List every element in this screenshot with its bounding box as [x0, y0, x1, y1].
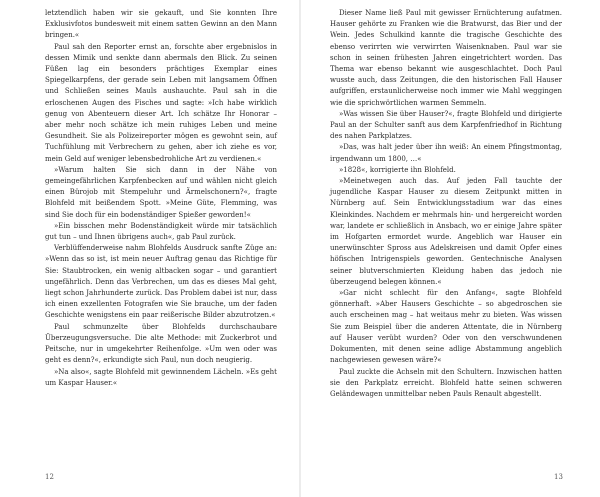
- paragraph: »1828«, korrigierte ihn Blohfeld.: [339, 165, 456, 174]
- paragraph: »Ein bisschen mehr Bodenständigkeit würde mir tatsächlich gut tun – und Ihnen übrigens auch«, gab Paul zurück.: [45, 221, 277, 242]
- paragraph: Paul zuckte die Achseln mit den Schultern. Inzwischen hatten sie den Parkplatz erreicht. Blohfeld hatte seinen schweren Geländewagen unmittelbar neben Pauls Renault abgestellt.: [330, 367, 562, 398]
- paragraph: Verblüffenderweise nahm Blohfelds Ausdruck sanfte Züge an: »Wenn das so ist, ist mein neuer Auftrag genau das Richtige für Sie: Staubtrocken, ein wenig altbacken sogar – und garantiert ungefährlich. Denn das Verbrechen, um das es dieses Mal geht, liegt schon Jahrhunderte zurück. Das Problem dabei ist nur, dass ich einen exzellenten Fotografen wie Sie brauche, um der faden Geschichte wenigstens ein paar reißerische Bilder abzutrotzen.«: [45, 244, 277, 320]
- page-number-left: 12: [45, 473, 54, 481]
- right-page-text: [330, 8, 562, 400]
- right-page: [300, 0, 600, 497]
- page-number-right: 13: [554, 473, 563, 481]
- paragraph: »Was wissen Sie über Hauser?«, fragte Blohfeld und dirigierte Paul an der Schulter sanft aus dem Karpfenfriedhof in Richtung des nahen Parkplatzes.: [330, 109, 562, 141]
- paragraph: »Das, was halt jeder über ihn weiß: An einem Pfingstmontag, irgendwann um 1800, …«: [330, 143, 562, 163]
- paragraph: Dieser Name ließ Paul mit gewisser Ernüchterung aufatmen. Hauser gehörte zu Franken wie die Bratwurst, das Bier und der Wein. Jedes Schulkind kannte die tragische Geschichte des ebenso verirrten wie verwirrten Waisenknaben. Paul war sie schon in seinen frühesten Jahren eingetrichtert worden. Das Thema war ebenso bekannt wie ausgeschlachtet. Doch Paul wusste auch, dass Zeitungen, die den historischen Fall Hauser aufgriffen, erstaunlicherweise noch immer wie Mahl weggingen wie die sprichwörtlichen warmen Semmeln.: [330, 9, 562, 107]
- paragraph: Paul sah den Reporter ernst an, forschte aber ergebnislos in dessen Mimik und senkte dann abermals den Blick. Zu seinen Füßen lag ein besonders prächtiges Exemplar eines Spiegelkarpfens, der gerade sein Leben mit langsamem Öffnen und Schließen seines Mauls aushauchte. Paul sah in die erloschenen Augen des Fisches und sagte: »Ich habe wirklich genug von Abenteuern dieser Art. Ich schätze Ihr Honorar – aber mehr noch schätze ich mein ruhiges Leben und meine Gesundheit. Sie als Polizeireporter mögen es gewohnt sein, auf Tuchfühlung mit Verbrechern zu gehen, aber ich ziehe es vor, mein Geld auf weniger lebensbedrohliche Art zu verdienen.«: [45, 42, 277, 163]
- paragraph: »Warum halten Sie sich dann in der Nähe von gemeingefährlichen Karpfenbecken auf und wählen nicht gleich einen Bürojob mit Stempeluhr und Ärmelschonern?«, fragte Blohfeld mit beißendem Spott. »Meine Güte, Flemming, was sind Sie doch für ein bodenständiger Spießer geworden!«: [45, 165, 277, 219]
- paragraph: »Gar nicht schlecht für den Anfang«, sagte Blohfeld gönnerhaft. »Aber Hausers Geschichte – so abgedroschen sie auch erscheinen mag – hat weitaus mehr zu bieten. Was wissen Sie zum Beispiel über die anderen Attentate, die in Nürnberg auf Hauser verübt wurden? Oder von den verschwundenen Dokumenten, mit denen seine adlige Abstammung angeblich nachgewiesen gewesen wäre?«: [330, 289, 562, 365]
- paragraph: »Na also«, sagte Blohfeld mit gewinnendem Lächeln. »Es geht um Kaspar Hauser.«: [45, 367, 277, 387]
- left-page-text: [45, 8, 277, 389]
- paragraph: »Meinetwegen auch das. Auf jeden Fall tauchte der jugendliche Kaspar Hauser zu diesem Zeitpunkt mitten in Nürnberg auf. Sein Entwicklungsstadium war das eines Kleinkindes. Nachdem er mehrmals hin- und hergereicht worden war, landete er schließlich in Ansbach, wo er einige Jahre später im Hofgarten ermordet wurde. Angeblich war Hauser ein unerwünschter Spross aus Adelskreisen und damit Opfer eines höfischen Intrigenspiels geworden. Gentechnische Analysen seiner blutverschmierten Kleidung haben das jedoch nie überzeugend belegen können.«: [330, 177, 562, 286]
- paragraph: letztendlich haben wir sie gekauft, und Sie konnten Ihre Exklusivfotos bundesweit mit einem satten Gewinn an den Mann bringen.«: [45, 9, 277, 40]
- paragraph: Paul schmunzelte über Blohfelds durchschaubare Überzeugungsversuche. Die alte Methode: mit Zuckerbrot und Peitsche, nur in umgekehrter Reihenfolge. »Um wen oder was geht es denn?«, erkundigte sich Paul, nun doch neugierig.: [45, 322, 277, 365]
